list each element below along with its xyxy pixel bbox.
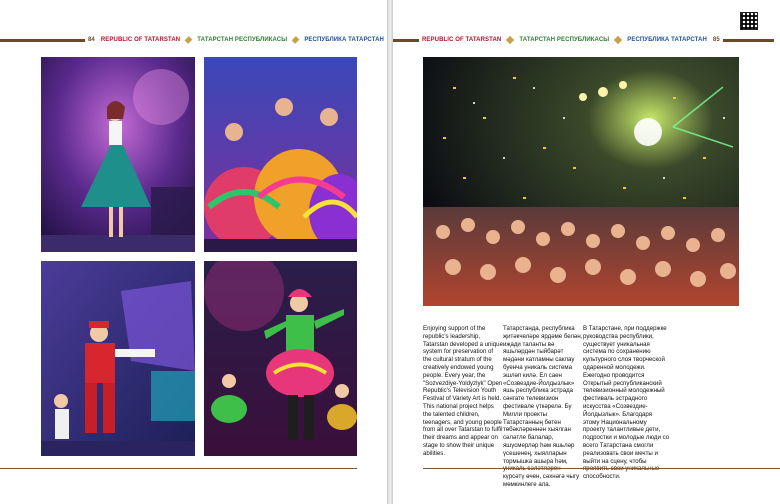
page-number-right: 85 <box>712 37 720 43</box>
photo-dancers-colorful-skirts <box>204 57 357 252</box>
ornament-icon <box>614 36 622 44</box>
header-en: REPUBLIC OF TATARSTAN <box>100 37 181 43</box>
header-ru: РЕСПУБЛИКА ТАТАРСТАН <box>627 37 707 43</box>
photo-boy-dancer-red <box>41 261 195 456</box>
left-header <box>0 34 387 46</box>
header-rule <box>393 39 419 42</box>
photo-girl-singer <box>41 57 195 252</box>
header-tt: ТАТАРСТАН РЕСПУБЛИКАСЫ <box>519 37 610 43</box>
header-tt: ТАТАРСТАН РЕСПУБЛИКАСЫ <box>197 37 288 43</box>
page-number-left: 84 <box>88 37 95 43</box>
qr-code-icon[interactable] <box>740 12 758 30</box>
ornament-icon <box>292 36 300 44</box>
text-column-english: Enjoying support of the republic's leadership, Tatarstan developed a unique system for preservation of the cultural stratum of the creatively endowed young people. Every year, the "Sozvezdiye-Yoldyzlyk" Open Republic's Television Youth Festival of Variety Art is held. This national project helps the talented children, teenagers, and young people from all over Tatarstan to fulfil their dreams and appear on stage to show their unique abilities. <box>423 325 503 457</box>
photo-festival-confetti <box>423 57 739 306</box>
header-rule <box>723 39 774 42</box>
photo-dancers-green <box>204 261 357 456</box>
right-header <box>393 34 780 46</box>
footer-rule-left <box>0 468 357 469</box>
header-en: REPUBLIC OF TATARSTAN <box>422 37 502 43</box>
footer-rule-right <box>423 468 780 469</box>
text-column-tatar: Татарстанда, республика җитәкчеләре ярдәме белән, иҗади таланты вә яшьләрдән тыйбарәт мәдәни катламны саклау буенча уникаль система эшләп килә. Ел саен «Созвездие-Йолдызлык» яшь республика эстрада сәнгате телевизион фестивале үткәрелә. Бу Милли проекты Татарстанның бөтен төбәкләреннән хыялган сәләтле балалар, яшүсмерләр һәм яшьләр үсешенең, хыялларын тормышка ашыра һәм, күрсәтү өчен, сәхнәгә чыгу мөмкинлеге ала. <box>503 325 583 488</box>
ornament-icon <box>185 36 193 44</box>
header-rule <box>0 39 85 42</box>
text-column-russian: В Татарстане, при поддержке руководства республики, существует уникальная система по сохранению культурного слоя творческой одаренной молодежи. Ежегодно проводится Открытый республиканский телевизионный молодежный фестиваль эстрадного искусства «Созвездие-Йолдызлык». Благодаря этому Национальному проекту талантливые дети, подростки и молодые люди со всего Татарстана смогли реализовать свои мечты и выйти на сцену, чтобы способности. <box>583 325 670 481</box>
ornament-icon <box>506 36 514 44</box>
header-ru: РЕСПУБЛИКА ТАТАРСТАН <box>304 37 384 43</box>
